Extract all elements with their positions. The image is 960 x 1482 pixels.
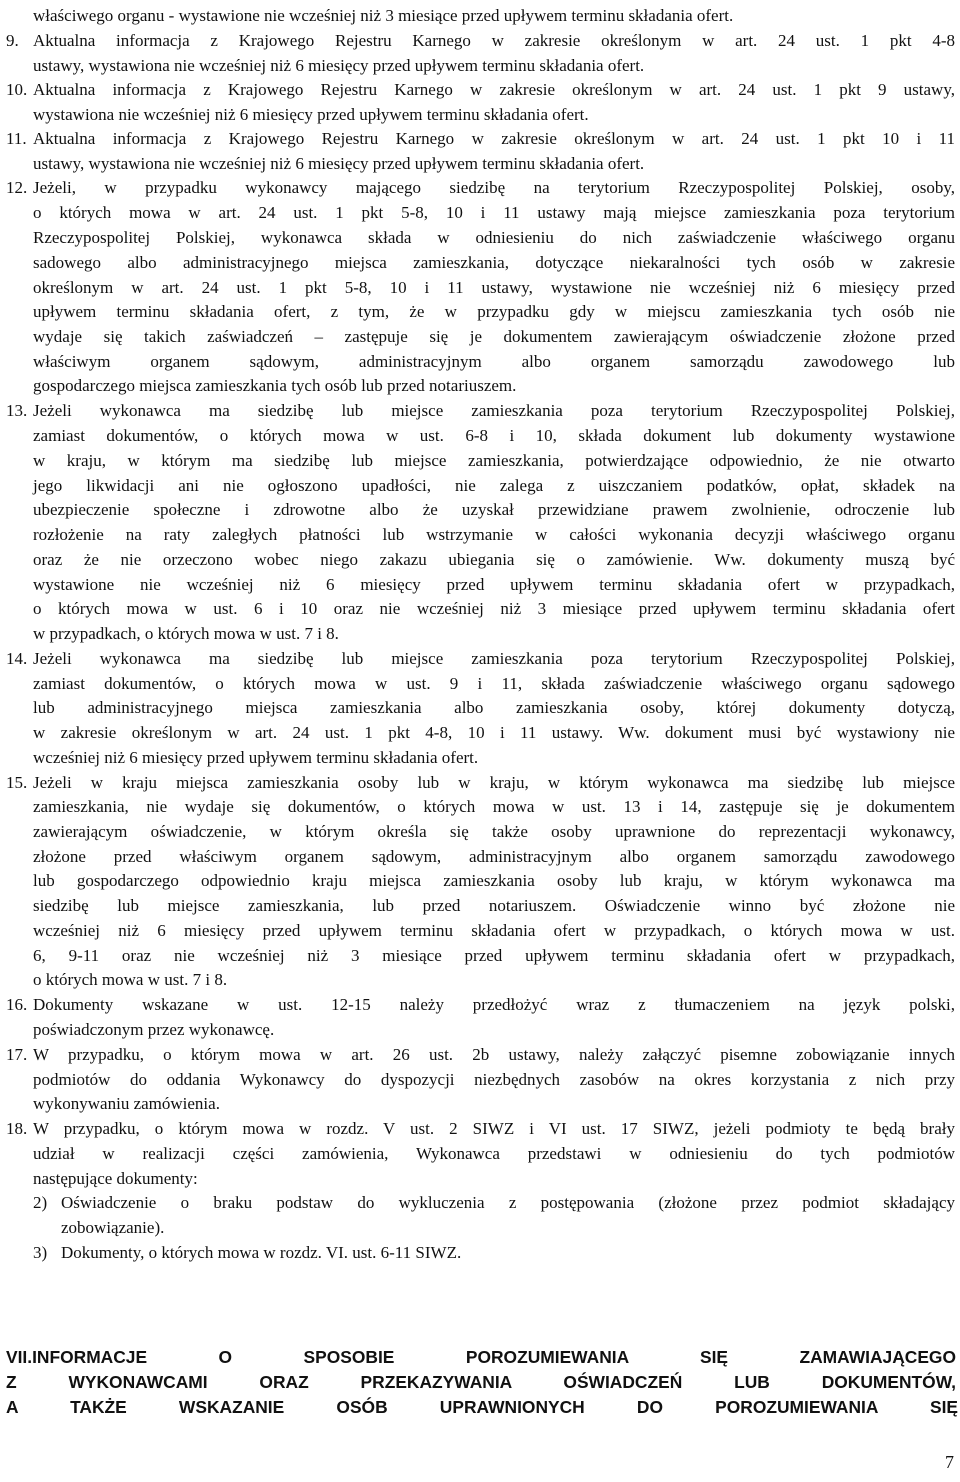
text-line: następujące dokumenty: [33, 1169, 198, 1188]
text-line: określonym w art. 24 ust. 1 pkt 5-8, 10 i 11 ustawy, wystawione nie wcześniej niż 6 miesięcy przed [33, 278, 955, 297]
text-line: wystawione nie wcześniej niż 6 miesięcy przed upływem terminu składania ofert w przypadkach, [33, 575, 955, 594]
text-line: jego likwidacji ani nie ogłoszono upadłości, nie zalega z uiszczaniem podatków, opłat, składek na [33, 476, 955, 495]
text-line: o których mowa w art. 24 ust. 1 pkt 5-8, 10 i 11 ustawy mają miejsce zamieszkania poza terytorium [33, 203, 955, 222]
text-line: zawierającym oświadczenie, w którym określa się także osoby uprawnione do reprezentacji wykonawcy, [33, 822, 955, 841]
list-marker: 14. [6, 649, 28, 668]
section-heading-line-3: A TAKŻE WSKAZANIE OSÓB UPRAWNIONYCH DO POROZUMIEWANIA SIĘ [6, 1397, 958, 1417]
text-line: 6, 9-11 oraz nie wcześniej niż 3 miesiące przed upływem terminu składania ofert w przypadkach, [33, 946, 955, 965]
text-line: w przypadkach, o których mowa w ust. 7 i 8. [33, 624, 339, 643]
text-line: Dokumenty, o których mowa w rozdz. VI. ust. 6-11 SIWZ. [61, 1243, 462, 1262]
text-line: wcześniej niż 6 miesięcy przed upływem terminu składania ofert. [33, 748, 479, 767]
text-line: wystawiona nie wcześniej niż 6 miesięcy przed upływem terminu składania ofert. [33, 105, 589, 124]
section-heading-line-2: Z WYKONAWCAMI ORAZ PRZEKAZYWANIA OŚWIADCZEŃ LUB DOKUMENTÓW, [6, 1372, 956, 1392]
text-line: Aktualna informacja z Krajowego Rejestru Karnego w zakresie określonym w art. 24 ust. 1 pkt 9 ustawy, [33, 80, 955, 99]
text-line: W przypadku, o którym mowa w art. 26 ust. 2b ustawy, należy załączyć pisemne zobowiązanie innych [33, 1045, 955, 1064]
text-line: upływem terminu składania ofert, z tym, że w przypadku gdy w miejscu zamieszkania tych osób nie [33, 302, 955, 321]
list-marker: 12. [6, 178, 28, 197]
page-number: 7 [945, 1452, 954, 1472]
list-marker: 10. [6, 80, 28, 99]
list-marker: 11. [6, 129, 27, 148]
text-line: w kraju, w którym ma siedzibę lub miejsce zamieszkania, potwierdzające odpowiednio, że nie otwarto [33, 451, 955, 470]
section-heading-line-1: VII.INFORMACJE O SPOSOBIE POROZUMIEWANIA SIĘ ZAMAWIAJĄCEGO [6, 1347, 956, 1367]
text-line: właściwym organem sądowym, administracyjnym albo organem samorządu zawodowego lub [33, 352, 955, 371]
text-line: Jeżeli, w przypadku wykonawcy mającego siedzibę na terytorium Rzeczypospolitej Polskiej, osoby, [33, 178, 955, 197]
list-marker: 18. [6, 1119, 28, 1138]
text-line: rozłożenie na raty zaległych płatności lub wstrzymanie w całości wykonania decyzji właściwego organu [33, 525, 955, 544]
text-line: zamieszkania, nie wydaje się dokumentów, o których mowa w ust. 13 i 14, zastępuje się je dokumentem [33, 797, 955, 816]
text-line: sadowego albo administracyjnego miejsca zamieszkania, dotyczące niekaralności tych osób w zakresie [33, 253, 955, 272]
text-line: gospodarczego miejsca zamieszkania tych osób lub przed notariuszem. [33, 376, 517, 395]
text-line: Dokumenty wskazane w ust. 12-15 należy przedłożyć wraz z tłumaczeniem na język polski, [33, 995, 955, 1014]
text-line: Jeżeli wykonawca ma siedzibę lub miejsce zamieszkania poza terytorium Rzeczypospolitej Polskiej, [33, 401, 955, 420]
list-marker: 3) [33, 1243, 48, 1262]
text-line: Oświadczenie o braku podstaw do wykluczenia z postępowania (złożone przez podmiot składający [61, 1193, 955, 1212]
list-marker: 13. [6, 401, 28, 420]
text-line: wcześniej niż 6 miesięcy przed upływem terminu składania ofert w przypadkach, o których mowa w ust. [33, 921, 955, 940]
text-line: w zakresie określonym w art. 24 ust. 1 pkt 4-8, 10 i 11 ustawy. Ww. dokument musi być wystawiony nie [33, 723, 955, 742]
text-line: wykonywaniu zamówienia. [33, 1094, 220, 1113]
text-line: Jeżeli wykonawca ma siedzibę lub miejsce zamieszkania poza terytorium Rzeczypospolitej Polskiej, [33, 649, 955, 668]
list-marker: 16. [6, 995, 28, 1014]
list-marker: 17. [6, 1045, 28, 1064]
text-line: wydaje się takich zaświadczeń – zastępuje się je dokumentem zawierającym oświadczenie złożone przed [33, 327, 955, 346]
text-line: Aktualna informacja z Krajowego Rejestru Karnego w zakresie określonym w art. 24 ust. 1 pkt 10 i 11 [33, 129, 955, 148]
text-line: o których mowa w ust. 6 i 10 oraz nie wcześniej niż 3 miesiące przed upływem terminu składania ofert [33, 599, 955, 618]
text-line: poświadczonym przez wykonawcę. [33, 1020, 275, 1039]
text-line: W przypadku, o którym mowa w rozdz. V ust. 2 SIWZ i VI ust. 17 SIWZ, jeżeli podmioty te będą brały [33, 1119, 955, 1138]
text-line: właściwego organu - wystawione nie wcześniej niż 3 miesiące przed upływem terminu składania ofert. [33, 6, 734, 25]
text-line: ustawy, wystawiona nie wcześniej niż 6 miesięcy przed upływem terminu składania ofert. [33, 56, 645, 75]
text-line: Aktualna informacja z Krajowego Rejestru Karnego w zakresie określonym w art. 24 ust. 1 pkt 4-8 [33, 31, 955, 50]
list-marker: 15. [6, 773, 28, 792]
text-line: lub administracyjnego miejsca zamieszkania albo zamieszkania osoby, której dokumenty dotyczą, [33, 698, 955, 717]
text-line: zamiast dokumentów, o których mowa w ust. 6-8 i 10, składa dokument lub dokumenty wystawione [33, 426, 955, 445]
list-marker: 9. [6, 31, 19, 50]
text-line: Rzeczypospolitej Polskiej, wykonawca składa w odniesieniu do nich zaświadczenie właściwego organu [33, 228, 955, 247]
text-line: zobowiązanie). [61, 1218, 165, 1237]
text-line: o których mowa w ust. 7 i 8. [33, 970, 228, 989]
text-line: ubezpieczenie społeczne i zdrowotne albo że uzyskał przewidziane prawem zwolnienie, odroczenie lub [33, 500, 955, 519]
text-line: podmiotów do oddania Wykonawcy do dyspozycji niezbędnych zasobów na okres korzystania z nich przy [33, 1070, 955, 1089]
text-line: oraz że nie orzeczono wobec niego zakazu ubiegania się o zamówienie. Ww. dokumenty muszą być [33, 550, 955, 569]
text-line: udział w realizacji części zamówienia, Wykonawca przedstawi w odniesieniu do tych podmiotów [33, 1144, 955, 1163]
text-line: złożone przed właściwym organem sądowym, administracyjnym albo organem samorządu zawodowego [33, 847, 955, 866]
list-marker: 2) [33, 1193, 48, 1212]
text-line: lub gospodarczego odpowiednio kraju miejsca zamieszkania osoby lub kraju, w którym wykonawca ma [33, 871, 955, 890]
text-line: ustawy, wystawiona nie wcześniej niż 6 miesięcy przed upływem terminu składania ofert. [33, 154, 645, 173]
text-line: siedzibę lub miejsce zamieszkania, lub przed notariuszem. Oświadczenie winno być złożone nie [33, 896, 955, 915]
text-line: zamiast dokumentów, o których mowa w ust. 9 i 11, składa zaświadczenie właściwego organu sądowego [33, 674, 955, 693]
text-line: Jeżeli w kraju miejsca zamieszkania osoby lub w kraju, w którym wykonawca ma siedzibę lub miejsce [33, 773, 955, 792]
